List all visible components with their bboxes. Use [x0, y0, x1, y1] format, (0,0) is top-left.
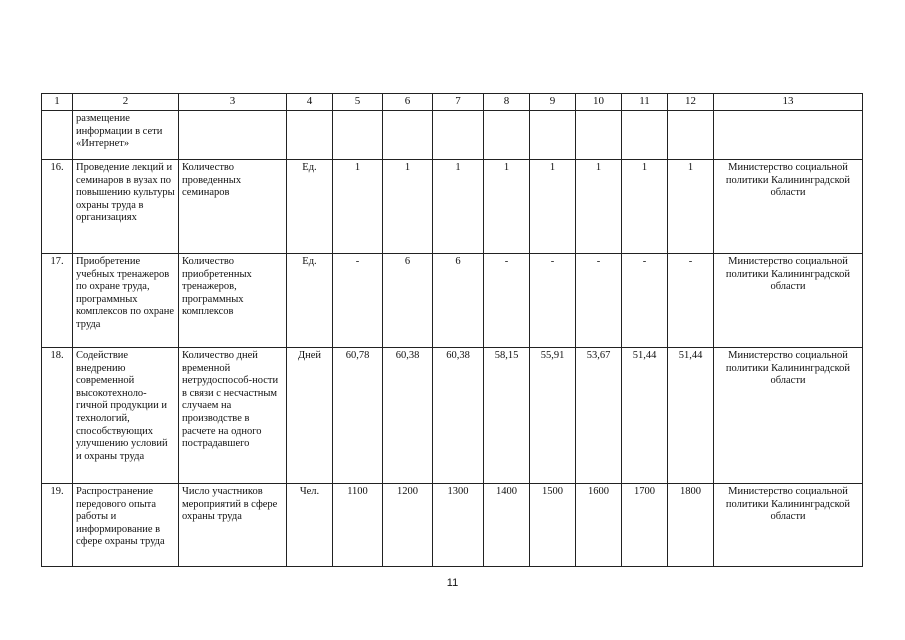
row-number-cell	[42, 111, 73, 160]
value-cell: 1	[484, 160, 530, 254]
measure-title-cell: Приобретение учебных тренажеров по охране труда, программных комплексов по охране труда	[73, 254, 179, 348]
value-cell: 1600	[576, 484, 622, 567]
executor-cell: Министерство социальной политики Калининградской области	[714, 160, 863, 254]
value-cell: 1300	[433, 484, 484, 567]
header-cell: 12	[668, 94, 714, 111]
measure-title-cell: Проведение лекций и семинаров в вузах по повышению культуры охраны труда в организациях	[73, 160, 179, 254]
value-cell: 1	[576, 160, 622, 254]
value-cell: -	[530, 254, 576, 348]
value-cell: 1200	[383, 484, 433, 567]
row-number-cell: 19.	[42, 484, 73, 567]
value-cell	[530, 111, 576, 160]
value-cell: 60,38	[433, 348, 484, 484]
executor-cell	[714, 111, 863, 160]
program-table	[41, 93, 863, 567]
header-cell: 8	[484, 94, 530, 111]
value-cell: 51,44	[622, 348, 668, 484]
indicator-cell	[179, 111, 287, 160]
value-cell: -	[668, 254, 714, 348]
indicator-cell: Количество приобретенных тренажеров, программных комплексов	[179, 254, 287, 348]
value-cell: -	[622, 254, 668, 348]
value-cell: 1	[333, 160, 383, 254]
value-cell: 60,78	[333, 348, 383, 484]
value-cell	[383, 111, 433, 160]
value-cell: 1	[383, 160, 433, 254]
indicator-cell: Количество проведенных семинаров	[179, 160, 287, 254]
value-cell: 53,67	[576, 348, 622, 484]
unit-cell	[287, 111, 333, 160]
value-cell	[576, 111, 622, 160]
value-cell: 1	[622, 160, 668, 254]
table-row	[42, 160, 863, 254]
value-cell: 58,15	[484, 348, 530, 484]
header-cell: 13	[714, 94, 863, 111]
header-cell: 4	[287, 94, 333, 111]
value-cell: 51,44	[668, 348, 714, 484]
value-cell: 1	[668, 160, 714, 254]
unit-cell: Ед.	[287, 254, 333, 348]
value-cell: -	[484, 254, 530, 348]
executor-cell: Министерство социальной политики Калининградской области	[714, 348, 863, 484]
header-cell: 9	[530, 94, 576, 111]
value-cell	[668, 111, 714, 160]
page-number: 11	[446, 577, 459, 589]
value-cell	[484, 111, 530, 160]
value-cell: 60,38	[383, 348, 433, 484]
header-cell: 5	[333, 94, 383, 111]
unit-cell: Дней	[287, 348, 333, 484]
value-cell: 1100	[333, 484, 383, 567]
value-cell: 6	[433, 254, 484, 348]
executor-cell: Министерство социальной политики Калининградской области	[714, 254, 863, 348]
header-cell: 1	[42, 94, 73, 111]
value-cell: -	[576, 254, 622, 348]
value-cell: 1	[433, 160, 484, 254]
value-cell	[333, 111, 383, 160]
header-cell: 3	[179, 94, 287, 111]
value-cell	[622, 111, 668, 160]
row-number-cell: 18.	[42, 348, 73, 484]
table-row	[42, 111, 863, 160]
unit-cell: Ед.	[287, 160, 333, 254]
header-cell: 7	[433, 94, 484, 111]
value-cell: 1800	[668, 484, 714, 567]
measure-title-cell: размещение информации в сети «Интернет»	[73, 111, 179, 160]
header-cell: 2	[73, 94, 179, 111]
table-row	[42, 254, 863, 348]
header-cell: 6	[383, 94, 433, 111]
value-cell: 55,91	[530, 348, 576, 484]
table-row	[42, 484, 863, 567]
measure-title-cell: Распространение передового опыта работы и информирование в сфере охраны труда	[73, 484, 179, 567]
unit-cell: Чел.	[287, 484, 333, 567]
header-cell: 10	[576, 94, 622, 111]
row-number-cell: 17.	[42, 254, 73, 348]
table-row	[42, 348, 863, 484]
header-row	[42, 94, 863, 111]
indicator-cell: Количество дней временной нетрудоспособ-ности в связи с несчастным случаем на производстве в расчете на одного пострадавшего	[179, 348, 287, 484]
row-number-cell: 16.	[42, 160, 73, 254]
value-cell	[433, 111, 484, 160]
value-cell: 6	[383, 254, 433, 348]
measure-title-cell: Содействие внедрению современной высокотехноло-гичной продукции и технологий, способствующих улучшению условий и охраны труда	[73, 348, 179, 484]
value-cell: 1	[530, 160, 576, 254]
executor-cell: Министерство социальной политики Калининградской области	[714, 484, 863, 567]
header-cell: 11	[622, 94, 668, 111]
indicator-cell: Число участников мероприятий в сфере охраны труда	[179, 484, 287, 567]
value-cell: 1400	[484, 484, 530, 567]
value-cell: 1500	[530, 484, 576, 567]
value-cell: -	[333, 254, 383, 348]
value-cell: 1700	[622, 484, 668, 567]
